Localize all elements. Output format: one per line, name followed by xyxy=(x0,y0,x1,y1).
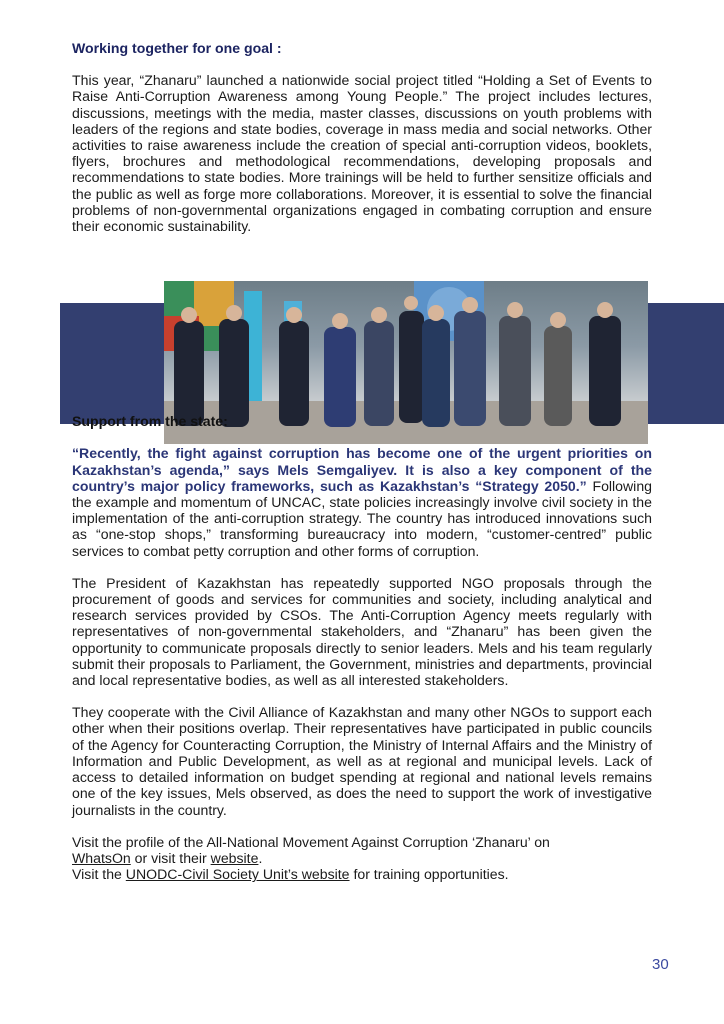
paragraph-quote xyxy=(72,445,652,558)
paragraph-cooperation: They cooperate with the Civil Alliance of Kazakhstan and many other NGOs to support each other when their positions overlap. Their representatives have participated in public councils of the Agency for Counteracting Corruption, the Ministry of Internal Affairs and the Ministry of Information and Public Development, as well as at regional and municipal levels. Lack of access to detailed information on budget spending at regional and national levels remains one of the key issues, Mels observed, as does the need to support the work of investigative journalists in the country. xyxy=(72,704,652,818)
website-link[interactable]: website xyxy=(210,849,259,866)
quote-text: “Recently, the fight against corruption has become one of the urgent priorities on Kazakhstan’s agenda,” says Mels Semgaliyev. It is also a key component of the country’s major policy frameworks, such as Kazakhstan’s “Strategy 2050.” xyxy=(72,445,652,494)
paragraph-project: This year, “Zhanaru” launched a nationwide social project titled “Holding a Set of Events to Raise Anti-Corruption Awareness among Young People.” The project includes lectures, discussions, meetings with the media, master classes, discussions on youth problems with leaders of the regions and state bodies, coverage in mass media and social networks. Other activities to raise awareness include the creation of special anti-corruption videos, booklets, flyers, brochures and methodological recommendations, developing proposals and recommendations to state bodies. More trainings will be held to further sensitize officials and the public as well as forge more collaborations. Moreover, it is essential to solve the financial problems of non-governmental organizations engaged in combating corruption and ensure their economic sustainability. xyxy=(72,72,652,235)
page-number: 30 xyxy=(652,956,669,973)
page-content xyxy=(72,40,652,882)
quote-rest-text: Following the example and momentum of UNCAC, state policies increasingly involve civil society in the implementation of the anti-corruption strategy. The country has introduced innovations such as “one-stop shops,” transforming bureaucracy into modern, “customer-centred” public services to combat petty corruption and other forms of corruption. xyxy=(72,477,652,559)
section-heading-support: Support from the state: xyxy=(72,413,228,430)
section-heading-working-together: Working together for one goal : xyxy=(72,40,282,56)
period-text: . xyxy=(258,849,263,866)
line3-prefix: Visit the xyxy=(72,866,126,883)
unodc-link[interactable]: UNODC-Civil Society Unit’s website xyxy=(125,866,350,883)
links-line1-text: Visit the profile of the All-National Movement Against Corruption ‘Zhanaru’ on xyxy=(72,833,550,850)
or-visit-text: or visit their xyxy=(130,849,211,866)
paragraph-president: The President of Kazakhstan has repeatedly supported NGO proposals through the procurement of goods and services for communities and society, including analytical and research services provided by CSOs. The Anti-Corruption Agency meets regularly with representatives of non-governmental stakeholders, and “Zhanaru” has been given the opportunity to communicate proposals directly to senior leaders. Mels and his team regularly submit their proposals to Parliament, the Government, ministries and departments, provincial and local representative bodies, as well as all interested stakeholders. xyxy=(72,574,652,689)
links-paragraph xyxy=(72,834,652,883)
decorative-band-right xyxy=(647,303,724,424)
line3-suffix: for training opportunities. xyxy=(349,866,509,883)
whatson-link[interactable]: WhatsOn xyxy=(72,849,131,866)
